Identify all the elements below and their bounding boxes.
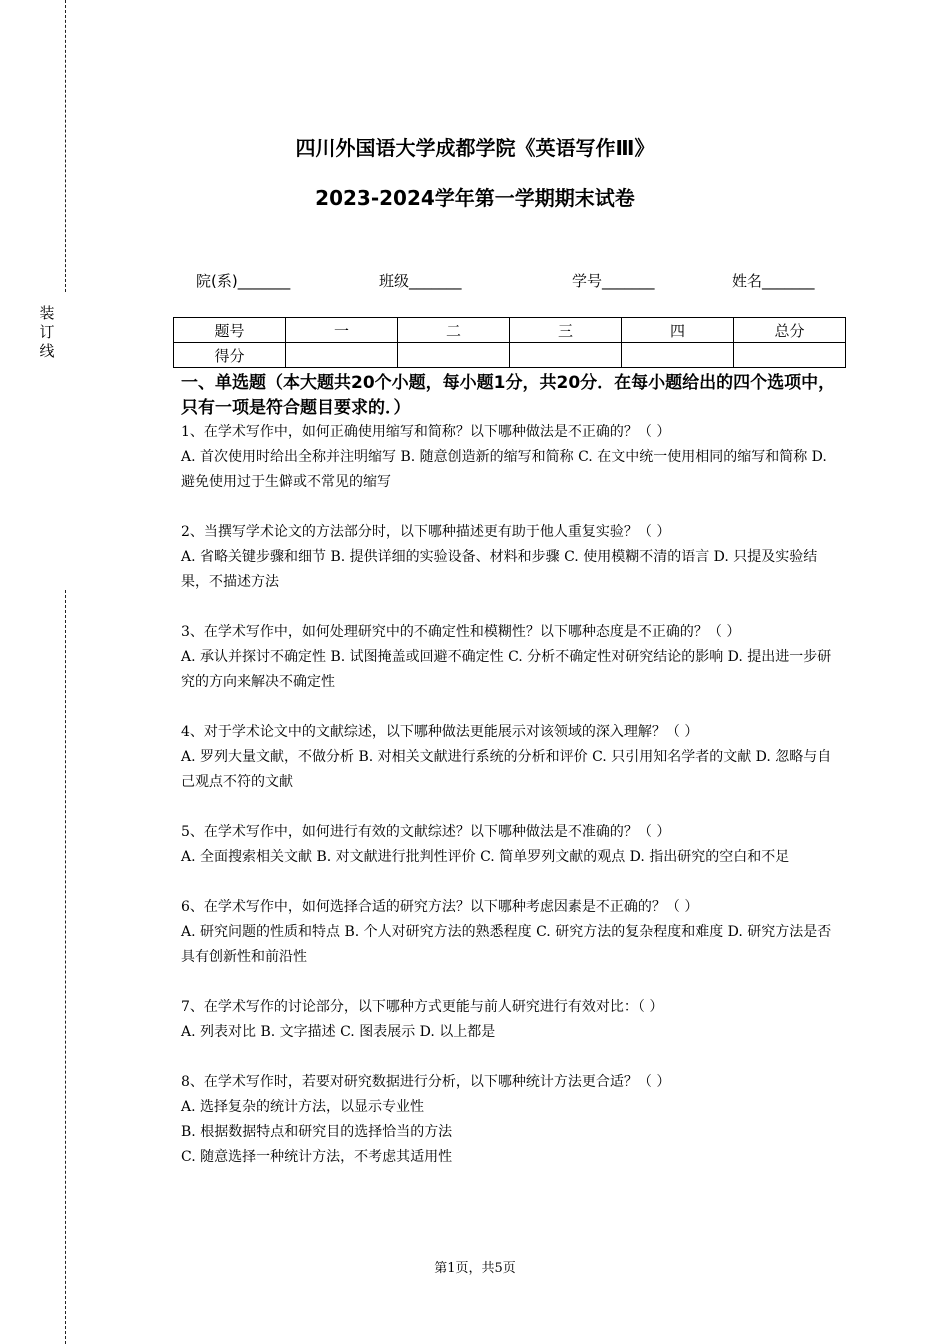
question-text: 7、在学术写作的讨论部分，以下哪种方式更能与前人研究进行有效对比：（ ） xyxy=(181,999,664,1015)
question-options: A. 省略关键步骤和细节 B. 提供详细的实验设备、材料和步骤 C. 使用模糊不清的语言 D. 只提及实验结果，不描述方法 xyxy=(181,549,818,590)
binding-char: 订 xyxy=(39,323,55,341)
question-text: 8、在学术写作时，若要对研究数据进行分析，以下哪种统计方法更合适？（ ） xyxy=(181,1074,671,1090)
question-option-a: A. 选择复杂的统计方法，以显示专业性 xyxy=(181,1099,425,1115)
binding-char: 装 xyxy=(39,304,55,322)
class-field: 班级_______ xyxy=(379,272,462,290)
student-id-field: 学号_______ xyxy=(572,272,655,290)
question-option-b: B. 根据数据特点和研究目的选择恰当的方法 xyxy=(181,1124,453,1140)
question-item xyxy=(181,420,841,495)
score-table-score-row xyxy=(174,343,846,368)
question-options: A. 全面搜索相关文献 B. 对文献进行批判性评价 C. 简单罗列文献的观点 D. 指出研究的空白和不足 xyxy=(181,849,790,865)
score-row-label: 得分 xyxy=(174,343,286,368)
score-header-cell: 二 xyxy=(398,318,510,343)
score-cell xyxy=(622,343,734,368)
question-options: A. 首次使用时给出全称并注明缩写 B. 随意创造新的缩写和简称 C. 在文中统一使用相同的缩写和简称 D. 避免使用过于生僻或不常见的缩写 xyxy=(181,449,827,490)
question-text: 2、当撰写学术论文的方法部分时，以下哪种描述更有助于他人重复实验？（ ） xyxy=(181,524,671,540)
question-item xyxy=(181,820,841,870)
question-item xyxy=(181,895,841,970)
score-header-cell: 四 xyxy=(622,318,734,343)
question-options: A. 罗列大量文献，不做分析 B. 对相关文献进行系统的分析和评价 C. 只引用知名学者的文献 D. 忽略与自己观点不符的文献 xyxy=(181,749,832,790)
score-table xyxy=(173,317,846,368)
score-cell xyxy=(734,343,846,368)
score-cell xyxy=(510,343,622,368)
question-text: 1、在学术写作中，如何正确使用缩写和简称？以下哪种做法是不正确的？（ ） xyxy=(181,424,671,440)
score-header-cell: 三 xyxy=(510,318,622,343)
name-field: 姓名_______ xyxy=(732,272,815,290)
question-list xyxy=(181,420,841,1195)
section-heading: 一、单选题（本大题共20个小题，每小题1分，共20分．在每小题给出的四个选项中，只有一项是符合题目要求的．） xyxy=(181,373,836,418)
score-header-cell: 总分 xyxy=(734,318,846,343)
question-text: 6、在学术写作中，如何选择合适的研究方法？以下哪种考虑因素是不正确的？（ ） xyxy=(181,899,699,915)
question-item xyxy=(181,995,841,1045)
binding-label xyxy=(38,304,56,361)
question-options: A. 研究问题的性质和特点 B. 个人对研究方法的熟悉程度 C. 研究方法的复杂程度和难度 D. 研究方法是否具有创新性和前沿性 xyxy=(181,924,832,965)
question-options: A. 承认并探讨不确定性 B. 试图掩盖或回避不确定性 C. 分析不确定性对研究结论的影响 D. 提出进一步研究的方向来解决不确定性 xyxy=(181,649,832,690)
question-text: 4、对于学术论文中的文献综述，以下哪种做法更能展示对该领域的深入理解？（ ） xyxy=(181,724,699,740)
question-item xyxy=(181,1070,841,1170)
binding-dashed-line-bottom xyxy=(65,590,66,1344)
score-header-cell: 一 xyxy=(286,318,398,343)
page-footer: 第1页，共5页 xyxy=(434,1261,516,1276)
exam-title: 四川外国语大学成都学院《英语写作Ⅲ》 xyxy=(295,136,655,160)
exam-subtitle: 2023-2024学年第一学期期末试卷 xyxy=(315,186,635,210)
question-text: 5、在学术写作中，如何进行有效的文献综述？以下哪种做法是不准确的？（ ） xyxy=(181,824,671,840)
question-options: A. 列表对比 B. 文字描述 C. 图表展示 D. 以上都是 xyxy=(181,1024,496,1040)
score-table-header-row xyxy=(174,318,846,343)
binding-char: 线 xyxy=(39,342,55,360)
question-text: 3、在学术写作中，如何处理研究中的不确定性和模糊性？以下哪种态度是不正确的？（ ） xyxy=(181,624,741,640)
department-field: 院(系)_______ xyxy=(196,272,291,290)
question-item xyxy=(181,620,841,695)
score-cell xyxy=(286,343,398,368)
score-cell xyxy=(398,343,510,368)
score-header-cell: 题号 xyxy=(174,318,286,343)
question-item xyxy=(181,520,841,595)
question-option-c: C. 随意选择一种统计方法，不考虑其适用性 xyxy=(181,1149,453,1165)
question-item xyxy=(181,720,841,795)
